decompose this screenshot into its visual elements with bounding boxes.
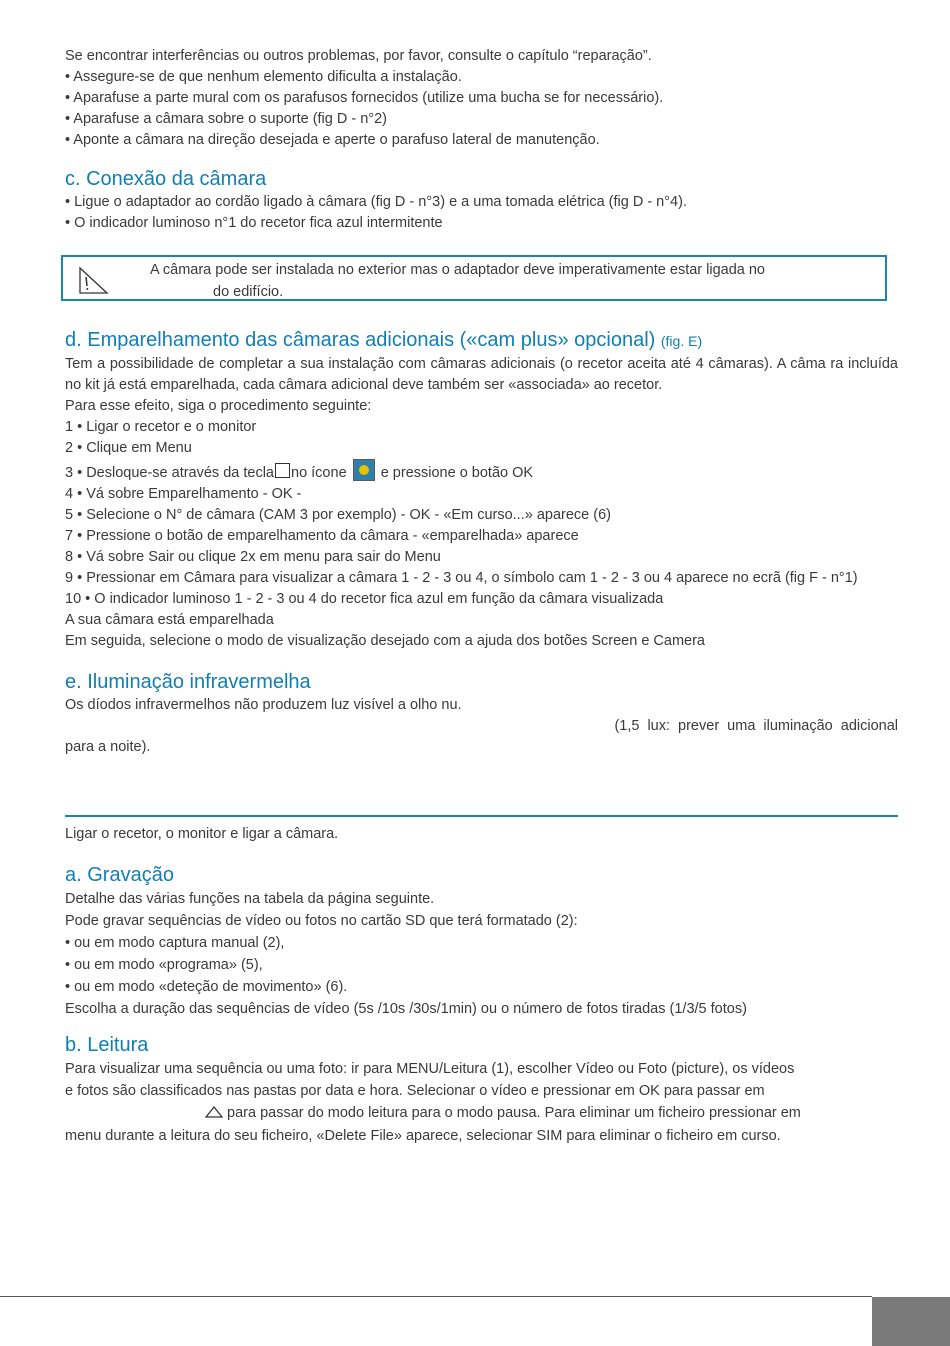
page-content bbox=[65, 46, 898, 151]
section-a-line: • ou em modo captura manual (2), bbox=[65, 935, 285, 951]
section-e-line: (1,5 lux: prever uma iluminação adicional bbox=[614, 718, 898, 734]
section-c-title: c. Conexão da câmara bbox=[65, 168, 267, 190]
section-d-after: Em seguida, selecione o modo de visualização desejado com a ajuda dos botões Screen e Camera bbox=[65, 633, 705, 649]
intro-line: • Aparafuse a câmara sobre o suporte (fig D - n°2) bbox=[65, 111, 387, 127]
section-b-line bbox=[65, 1102, 898, 1125]
step-item: 8 • Vá sobre Sair ou clique 2x em menu para sair do Menu bbox=[65, 549, 441, 565]
section-a-line: • ou em modo «programa» (5), bbox=[65, 957, 263, 973]
section-d-fig-ref: (fig. E) bbox=[660, 333, 703, 349]
step-item: 10 • O indicador luminoso 1 - 2 - 3 ou 4 do recetor fica azul em função da câmara visualizada bbox=[65, 591, 664, 607]
triangle-up-icon bbox=[205, 1103, 223, 1125]
section-e-line: Os díodos infravermelhos não produzem luz visível a olho nu. bbox=[65, 697, 462, 713]
section-a-line: • ou em modo «deteção de movimento» (6). bbox=[65, 979, 348, 995]
step-item bbox=[65, 459, 898, 484]
section-d-para: Para esse efeito, siga o procedimento seguinte: bbox=[65, 398, 372, 414]
section-a-line: Pode gravar sequências de vídeo ou fotos no cartão SD que terá formatado (2): bbox=[65, 913, 578, 929]
step-item: 5 • Selecione o N° de câmara (CAM 3 por exemplo) - OK - «Em curso...» aparece (6) bbox=[65, 507, 611, 523]
section-d-title-text: d. Emparelhamento das câmaras adicionais («cam plus» opcional) bbox=[65, 329, 656, 351]
section-d-done: A sua câmara está emparelhada bbox=[65, 612, 274, 628]
intro-line: • Aponte a câmara na direção desejada e aperte o parafuso lateral de manutenção. bbox=[65, 132, 600, 148]
warning-box bbox=[61, 255, 887, 301]
warning-triangle-icon bbox=[77, 265, 109, 300]
section-c-line: • O indicador luminoso n°1 do recetor fica azul intermitente bbox=[65, 215, 443, 231]
page-number-tab bbox=[872, 1297, 950, 1346]
step-item: 9 • Pressionar em Câmara para visualizar a câmara 1 - 2 - 3 ou 4, o símbolo cam 1 - 2 - 3 ou 4 aparece no ecrã (fig F - n°1) bbox=[65, 570, 858, 586]
section-b-line3-text: para passar do modo leitura para o modo pausa. Para eliminar um ficheiro pressionar em bbox=[227, 1105, 801, 1121]
step3-text-b: no ícone bbox=[291, 465, 347, 481]
section-b-line: menu durante a leitura do seu ficheiro, «Delete File» aparece, selecionar SIM para eliminar o ficheiro em curso. bbox=[65, 1128, 781, 1144]
section-d bbox=[65, 327, 898, 652]
section-a-title: a. Gravação bbox=[65, 864, 174, 886]
step-item: 2 • Clique em Menu bbox=[65, 440, 192, 456]
section-a bbox=[65, 862, 898, 1020]
section-b-line: Para visualizar uma sequência ou uma foto: ir para MENU/Leitura (1), escolher Vídeo ou Foto (picture), os vídeos bbox=[65, 1061, 795, 1077]
pairing-settings-icon bbox=[353, 459, 375, 481]
intro-line: • Assegure-se de que nenhum elemento dificulta a instalação. bbox=[65, 69, 462, 85]
section-b-line: e fotos são classificados nas pastas por data e hora. Selecionar o vídeo e pressionar em OK para passar em bbox=[65, 1083, 765, 1099]
part2-intro: Ligar o recetor, o monitor e ligar a câmara. bbox=[65, 826, 339, 842]
section-d-para: Tem a possibilidade de completar a sua instalação com câmaras adicionais (o recetor aceita até 4 câmaras). A câma ra incluída no kit já está emparelhada, cada câmara adicional deve também ser «associada» ao recetor. bbox=[65, 356, 898, 393]
key-box-icon bbox=[275, 463, 290, 478]
footer-rule bbox=[0, 1296, 872, 1297]
section-b-title: b. Leitura bbox=[65, 1034, 149, 1056]
section-a-line: Detalhe das várias funções na tabela da página seguinte. bbox=[65, 891, 435, 907]
step3-text-a: 3 • Desloque-se através da tecla bbox=[65, 465, 274, 481]
step-item: 4 • Vá sobre Emparelhamento - OK - bbox=[65, 486, 302, 502]
section-b bbox=[65, 1032, 898, 1147]
warning-text-line2: do edifício. bbox=[213, 284, 284, 300]
section-e bbox=[65, 669, 898, 758]
step3-text-c: e pressione o botão OK bbox=[380, 465, 534, 481]
section-c bbox=[65, 166, 898, 234]
part2 bbox=[65, 824, 898, 845]
step-item: 1 • Ligar o recetor e o monitor bbox=[65, 419, 257, 435]
section-e-line: para a noite). bbox=[65, 739, 151, 755]
warning-text-line1: A câmara pode ser instalada no exterior mas o adaptador deve imperativamente estar ligada no bbox=[150, 262, 765, 278]
intro-line: Se encontrar interferências ou outros problemas, por favor, consulte o capítulo “reparação”. bbox=[65, 48, 652, 64]
step-item: 7 • Pressione o botão de emparelhamento da câmara - «emparelhada» aparece bbox=[65, 528, 579, 544]
section-c-line: • Ligue o adaptador ao cordão ligado à câmara (fig D - n°3) e a uma tomada elétrica (fig D - n°4). bbox=[65, 194, 687, 210]
section-divider bbox=[65, 815, 898, 817]
section-d-title bbox=[65, 327, 898, 354]
section-a-line: Escolha a duração das sequências de vídeo (5s /10s /30s/1min) ou o número de fotos tiradas (1/3/5 fotos) bbox=[65, 1001, 747, 1017]
intro-line: • Aparafuse a parte mural com os parafusos fornecidos (utilize uma bucha se for necessário). bbox=[65, 90, 664, 106]
section-e-title: e. Iluminação infravermelha bbox=[65, 671, 311, 693]
